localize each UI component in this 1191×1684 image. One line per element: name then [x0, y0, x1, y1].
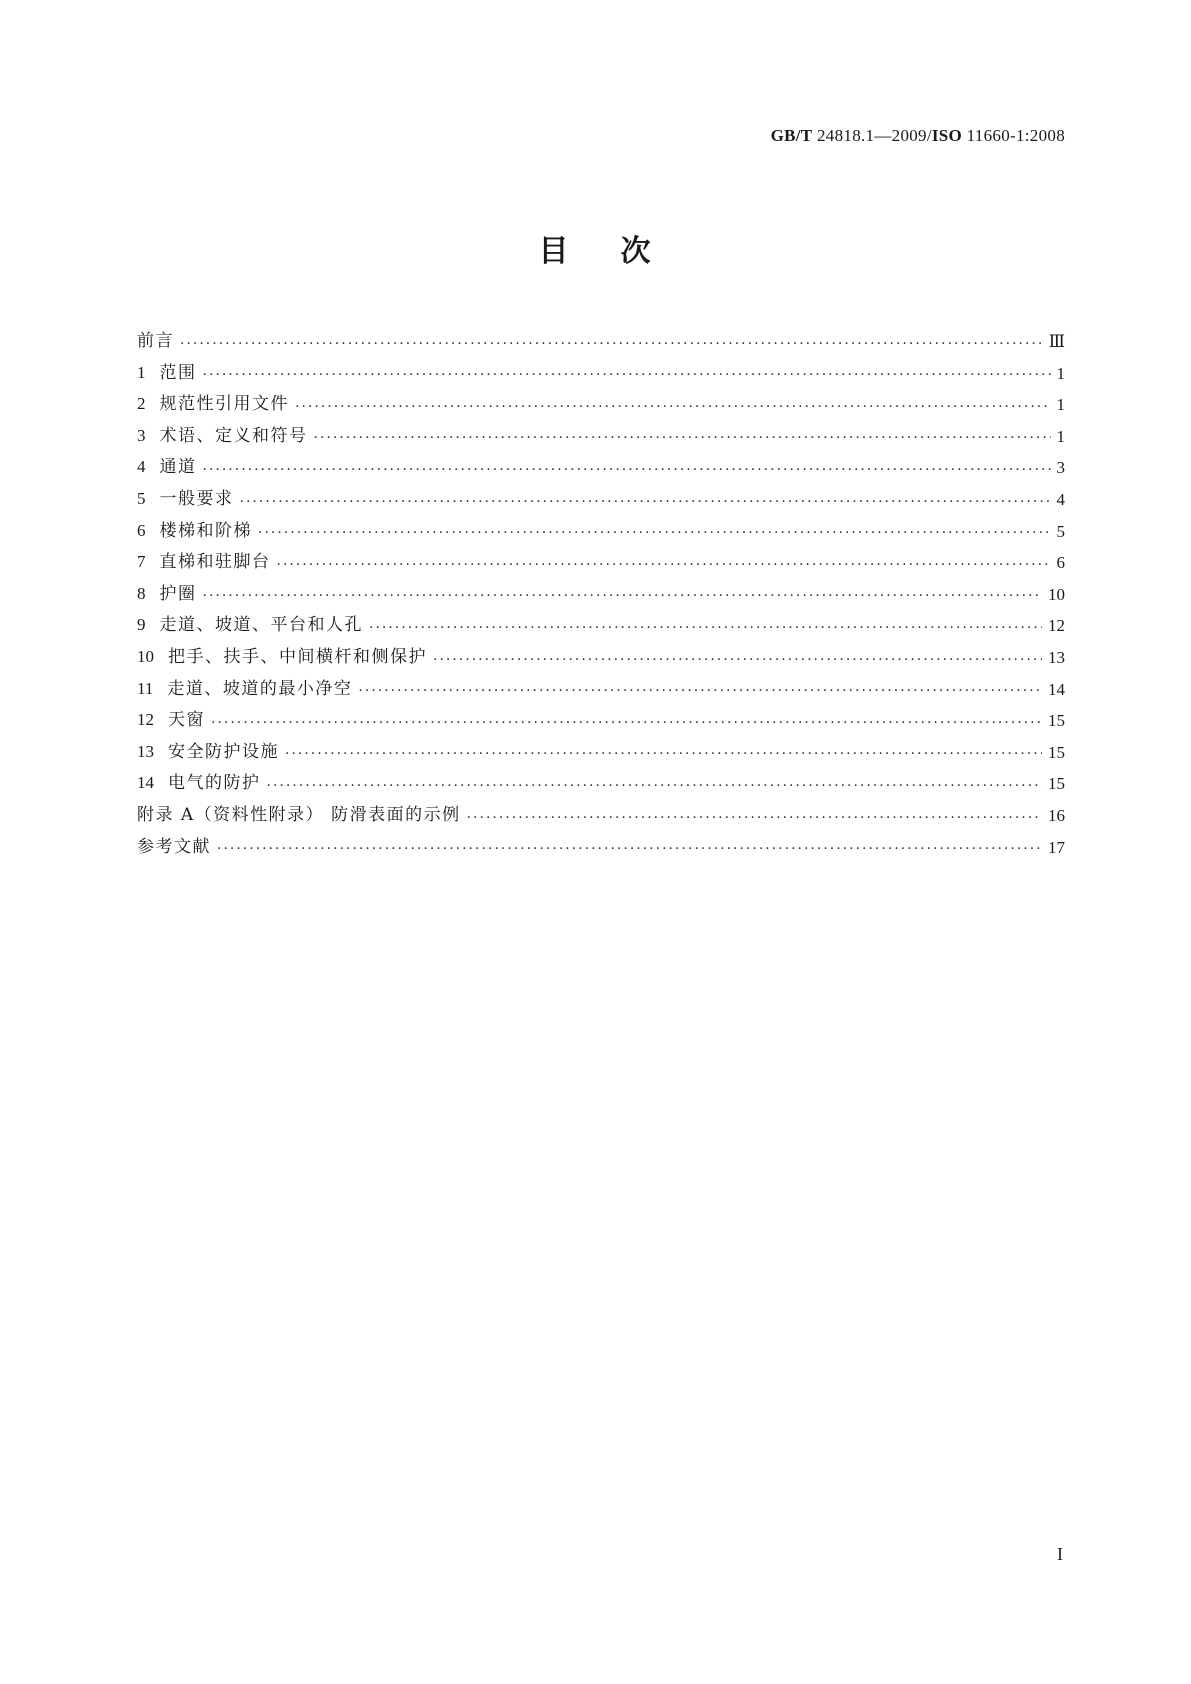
- iso-prefix: ISO: [931, 126, 963, 145]
- toc-label: 4 通道: [137, 451, 197, 484]
- toc-leader-dots: [369, 614, 1042, 642]
- toc-number: 7: [137, 552, 146, 572]
- toc-page-number: 15: [1048, 774, 1065, 794]
- toc-label: 8 护圈: [137, 578, 197, 611]
- toc-number: 6: [137, 520, 146, 540]
- toc-label: 7 直梯和驻脚台: [137, 546, 271, 579]
- toc-label: 参考文献: [137, 836, 211, 857]
- toc-entry[interactable]: [137, 389, 1065, 421]
- toc-page-number: 17: [1048, 837, 1065, 857]
- toc-entry[interactable]: [137, 484, 1065, 516]
- toc-leader-dots: [258, 519, 1051, 547]
- toc-leader-dots: [203, 361, 1051, 389]
- toc-entry[interactable]: [137, 421, 1065, 453]
- toc-number: 9: [137, 615, 146, 635]
- toc-entry[interactable]: [137, 516, 1065, 548]
- toc-number: 13: [137, 741, 154, 761]
- toc-number: 10: [137, 646, 154, 666]
- toc-leader-dots: [203, 582, 1043, 610]
- title-char-2: 次: [620, 234, 653, 269]
- toc-leader-dots: [240, 488, 1051, 516]
- page-number: I: [1057, 1544, 1063, 1564]
- toc-page-number: 5: [1056, 521, 1065, 541]
- toc-number: 8: [137, 583, 146, 603]
- toc-entry[interactable]: [137, 705, 1065, 737]
- toc-leader-dots: [203, 456, 1051, 484]
- toc-page-number: 16: [1048, 805, 1065, 825]
- toc-number: 1: [137, 362, 146, 382]
- toc-number: 14: [137, 773, 154, 793]
- toc-label: 12 天窗: [137, 704, 205, 737]
- toc-entry[interactable]: [137, 326, 1065, 358]
- toc-entry[interactable]: [137, 832, 1065, 864]
- toc-label: 附录 A（资料性附录） 防滑表面的示例: [137, 804, 461, 825]
- toc-label: 14 电气的防护: [137, 767, 261, 800]
- toc-leader-dots: [314, 424, 1051, 452]
- toc-page-number: 15: [1048, 711, 1065, 731]
- toc-leader-dots: [467, 804, 1042, 832]
- toc-entry[interactable]: [137, 737, 1065, 769]
- toc-leader-dots: [217, 835, 1042, 863]
- toc-number: 3: [137, 425, 146, 445]
- iso-number: 11660-1:2008: [966, 126, 1065, 145]
- toc-number: 4: [137, 457, 146, 477]
- title-char-1: 目: [538, 234, 571, 269]
- toc-leader-dots: [433, 646, 1042, 674]
- toc-leader-dots: [295, 393, 1051, 421]
- standard-code: [771, 126, 1065, 146]
- toc-page-number: 6: [1056, 553, 1065, 573]
- toc-label: 6 楼梯和阶梯: [137, 515, 252, 548]
- toc-label: 前言: [137, 331, 174, 351]
- toc-leader-dots: [211, 709, 1042, 737]
- toc-label: 3 术语、定义和符号: [137, 420, 308, 453]
- toc-page-number: 3: [1056, 458, 1065, 478]
- toc-number: 5: [137, 488, 146, 508]
- toc-page-number: Ⅲ: [1048, 332, 1065, 351]
- toc-entry[interactable]: [137, 579, 1065, 611]
- toc-leader-dots: [277, 551, 1051, 579]
- toc-page-number: 1: [1056, 395, 1065, 415]
- toc-page-number: 1: [1056, 363, 1065, 383]
- table-of-contents: [137, 326, 1065, 863]
- toc-label: 9 走道、坡道、平台和人孔: [137, 609, 363, 642]
- toc-page-number: 4: [1056, 489, 1065, 509]
- toc-leader-dots: [180, 330, 1043, 358]
- toc-label: 1 范围: [137, 357, 197, 390]
- toc-page-number: 12: [1048, 616, 1065, 636]
- toc-label: 5 一般要求: [137, 483, 234, 516]
- toc-page-number: 10: [1048, 584, 1065, 604]
- standard-number: 24818.1—2009/: [817, 126, 932, 145]
- toc-page-number: 14: [1048, 679, 1065, 699]
- toc-page-number: 1: [1056, 426, 1065, 446]
- toc-entry[interactable]: [137, 610, 1065, 642]
- toc-entry[interactable]: [137, 547, 1065, 579]
- toc-label: 13 安全防护设施: [137, 736, 279, 769]
- toc-entry[interactable]: [137, 642, 1065, 674]
- toc-number: 2: [137, 394, 146, 414]
- toc-entry[interactable]: [137, 768, 1065, 800]
- toc-label: 10 把手、扶手、中间横杆和侧保护: [137, 641, 427, 674]
- toc-entry[interactable]: [137, 358, 1065, 390]
- toc-page-number: 13: [1048, 647, 1065, 667]
- toc-leader-dots: [358, 677, 1042, 705]
- toc-leader-dots: [285, 740, 1042, 768]
- toc-number: 11: [137, 678, 154, 698]
- toc-label: 2 规范性引用文件: [137, 388, 289, 421]
- toc-label: 11 走道、坡道的最小净空: [137, 673, 352, 706]
- standard-prefix: GB/T: [770, 126, 813, 145]
- toc-entry[interactable]: [137, 800, 1065, 832]
- toc-number: 12: [137, 710, 154, 730]
- toc-leader-dots: [267, 772, 1043, 800]
- toc-page-number: 15: [1048, 742, 1065, 762]
- page-title: [0, 226, 1191, 270]
- toc-entry[interactable]: [137, 452, 1065, 484]
- toc-entry[interactable]: [137, 674, 1065, 706]
